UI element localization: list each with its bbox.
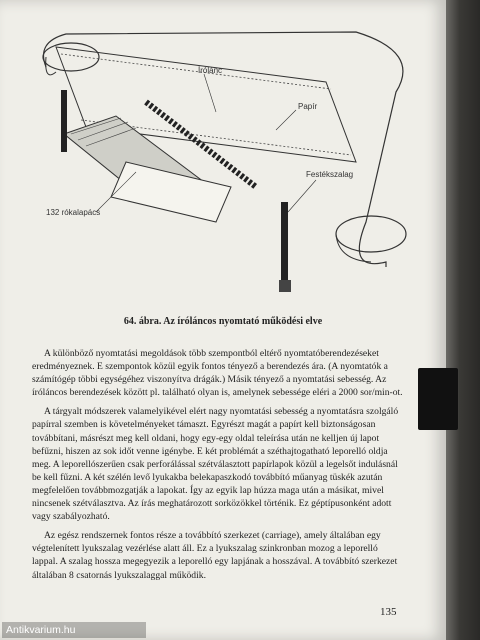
page-edge [446,0,480,640]
leader-papir [276,110,296,130]
left-roller [61,90,67,152]
paragraph-1: A különböző nyomtatási megoldások több szempontból eltérő nyomtatóberendezéseket eredményeznek. E szempontok közül egyik fontos tényező a berendezés ára. (A nyomtatók a számítógép többi egységéhez viszonyítva drágák.) Másik tényező a nyomtatási sebesség. Az íróláncos berendezések között pl. található olyan is, amelynek sebessége eléri a 2000 sor/min-ot. [32,348,403,399]
leader-festekszalag [288,180,316,212]
right-drum [336,216,406,252]
right-drum-side [336,234,371,262]
thumb-index-tab [418,368,458,430]
print-chain-illustration [26,12,426,317]
watermark-text: Antikvarium.hu [2,622,146,638]
label-festekszalag: Festékszalag [306,170,354,179]
printer-diagram [26,12,426,317]
figure-caption: 64. ábra. Az íróláncos nyomtató működési elve [123,316,323,327]
paragraph-3: Az egész rendszernek fontos része a továbbító szerkezet (carriage), amely általában egy végtelenített lyukszalag vezérlése alatt áll. Ez a lyukszalag szinkronban mozog a leporelló lappal. A szalag hossza megegyezik a leporelló egy lapjának a hosszával. A továbbító szerkezet általában 8 csatornás lyukszalaggal működik. [32,530,398,581]
leader-iroallanc [204,74,216,112]
label-rokalapacs: 132 rókalapács [46,208,101,217]
shaft-end [279,280,291,292]
label-papir: Papír [298,102,318,111]
page-number: 135 [380,606,397,618]
left-drum [43,43,99,71]
body-text [32,347,404,588]
right-roller [281,202,288,282]
drum-side [46,57,56,75]
label-iroallanc: Írólánc [198,66,223,75]
chain-links-top [61,54,331,89]
paragraph-2: A tárgyalt módszerek valamelyikével elért nagy nyomtatási sebesség a nyomtatásra szolgáló papírral szemben is követelményeket támaszt. Egyrészt magát a papírt kell biztonságosan továbbítani, másrészt meg kell oldani, hogy egy-egy oldal teleírása után ne kelljen új lapot befűzni, hiszen az sok időt venne igénybe. E két problémát a széthajtogatható leporelló oldja meg. A leporellószerűen csak perforálással szétválasztott papírlapok közül a legelsőt indulásnál be kell fűzni. A két szélén levő lyukakba belekapaszkodó továbbító műanyag tüskék azután megfelelően továbbmozgatják a lapokat. Így az egyik lap húzza maga után a másikat, mivel nincsenek szétválasztva. Az írás meghatározott sorközökkel történik. Ez géptípusonként adott vagy szabályozható. [32,406,399,523]
